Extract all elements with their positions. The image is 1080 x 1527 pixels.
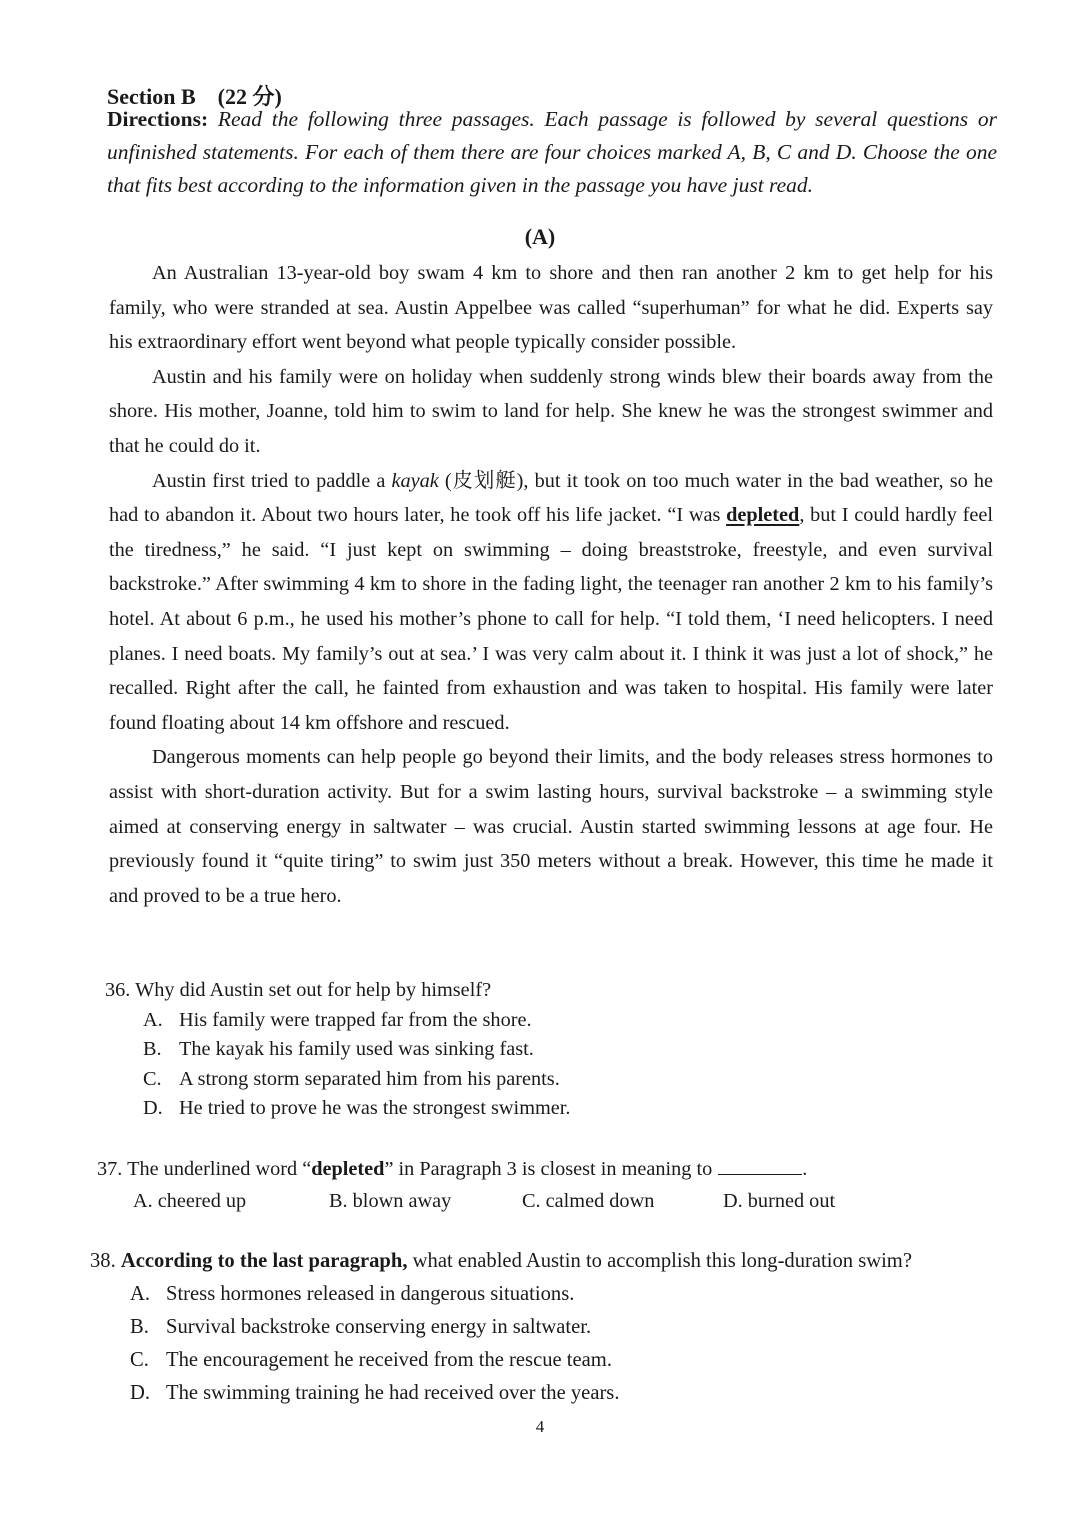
option-a[interactable]: A. His family were trapped far from the shore.: [143, 1008, 532, 1031]
depleted-keyword: depleted: [726, 504, 800, 527]
option-b[interactable]: B. Survival backstroke conserving energy in saltwater.: [130, 1316, 592, 1338]
page-number: 4: [535, 1417, 545, 1436]
kayak-word: kayak: [391, 469, 439, 492]
option-a[interactable]: A. cheered up: [133, 1189, 247, 1212]
option-c[interactable]: C. calmed down: [522, 1189, 655, 1212]
option-c[interactable]: C. The encouragement he received from the rescue team.: [130, 1349, 612, 1371]
option-c[interactable]: C. A strong storm separated him from his parents.: [143, 1067, 560, 1090]
option-a[interactable]: A. Stress hormones released in dangerous situations.: [130, 1283, 575, 1305]
question-38-stem: 38. According to the last paragraph, what enabled Austin to accomplish this long-duration swim?: [90, 1250, 912, 1272]
paragraph-3-part-b: (皮划艇), but it took on too much water in the bad weather, so he had to abandon it. About two hours later, he took off his life jacket. “I was: [109, 469, 993, 527]
question-36-stem: [105, 976, 570, 1006]
paragraph-3: [109, 464, 993, 741]
question-number: 37.: [97, 1158, 123, 1180]
question-38: [90, 1245, 912, 1410]
passage-label: (A): [524, 224, 556, 249]
directions-label: Directions:: [107, 107, 209, 131]
paragraph-3-part-c: , but I could hardly feel the tiredness,” he said. “I just kept on swimming – doing breaststroke, freestyle, and even survival backstroke.” After swimming 4 km to shore in the fading light, the teenager ran another 2 km to his family’s hotel. At about 6 p.m., he used his mother’s phone to call for help. “I told them, ‘I need helicopters. I need planes. I need boats. My family’s out at sea.’ I was very calm about it. I think it was just a lot of shock,” he recalled. Right after the call, he fainted from exhaustion and was taken to hospital. His family were later found floating about 14 km offshore and rescued.: [109, 504, 993, 734]
question-37-stem: 37. The underlined word “depleted” in Paragraph 3 is closest in meaning to .: [97, 1154, 835, 1185]
depleted-keyword: depleted: [311, 1158, 385, 1180]
option-d[interactable]: D. burned out: [723, 1189, 836, 1212]
answer-blank[interactable]: [718, 1154, 802, 1175]
paragraph-3-part-a: Austin first tried to paddle a: [152, 469, 392, 492]
section-title: Section B (22 分): [107, 84, 282, 109]
paragraph-4: Dangerous moments can help people go beyond their limits, and the body releases stress hormones to assist with short-duration activity. But for a swim lasting hours, survival backstroke – a swimming style aimed at conserving energy in saltwater – was crucial. Austin started swimming lessons at age four. He previously found it “quite tiring” to swim just 350 meters without a break. However, this time he made it and proved to be a true hero.: [109, 746, 993, 907]
question-text: Why did Austin set out for help by himself?: [135, 979, 492, 1001]
paragraph-2: Austin and his family were on holiday when suddenly strong winds blew their boards away from the shore. His mother, Joanne, told him to swim to land for help. She knew he was the strongest swimmer and that he could do it.: [109, 365, 993, 457]
question-36: [105, 976, 570, 1124]
passage-a: [109, 256, 993, 913]
option-d[interactable]: D. The swimming training he had received over the years.: [130, 1382, 620, 1404]
option-b[interactable]: B. blown away: [329, 1189, 452, 1212]
directions: [107, 103, 997, 202]
question-number: 36.: [105, 979, 131, 1001]
paragraph-1: An Australian 13-year-old boy swam 4 km to shore and then ran another 2 km to get help for his family, who were stranded at sea. Austin Appelbee was called “superhuman” for what he did. Experts say his extraordinary effort went beyond what people typically consider possible.: [109, 262, 993, 354]
question-37: [97, 1154, 835, 1216]
option-d[interactable]: D. He tried to prove he was the strongest swimmer.: [143, 1097, 571, 1119]
question-number: 38.: [90, 1250, 116, 1272]
directions-text: Read the following three passages. Each passage is followed by several questions or unfinished statements. For each of them there are four choices marked A, B, C and D. Choose the one that fits best according to the information given in the passage you have just read.: [107, 107, 998, 197]
option-b[interactable]: B. The kayak his family used was sinking fast.: [143, 1038, 534, 1060]
